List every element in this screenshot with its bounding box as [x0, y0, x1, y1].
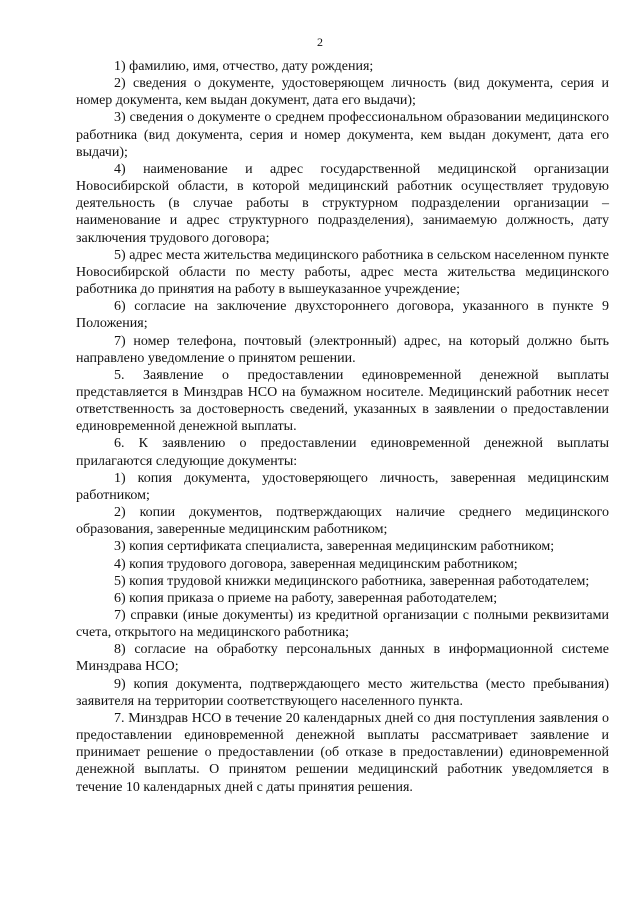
paragraph: 6. К заявлению о предоставлении единовременной денежной выплаты прилагаются следующие документы: — [76, 436, 609, 469]
paragraph: 5) копия трудовой книжки медицинского работника, заверенная работодателем; — [114, 573, 590, 589]
paragraph: 2) копии документов, подтверждающих наличие среднего медицинского образования, заверенные медицинским работником; — [76, 505, 609, 538]
paragraph: 3) копия сертификата специалиста, заверенная медицинским работником; — [114, 539, 555, 555]
paragraph: 9) копия документа, подтверждающего место жительства (место пребывания) заявителя на территории соответствующего населенного пункта. — [76, 676, 609, 709]
paragraph: 8) согласие на обработку персональных данных в информационной системе Минздрава НСО; — [76, 642, 609, 675]
page-number: 2 — [317, 35, 323, 49]
document-body — [76, 58, 609, 796]
paragraph: 7. Минздрав НСО в течение 20 календарных дней со дня поступления заявления о предоставлении единовременной денежной выплаты рассматривает заявление и принимает решение о предоставлении (об отказе в предоставлении) единовременной денежной выплаты. О принятом решении медицинский работник уведомляется в течение 10 календарных дней с даты принятия решения. — [76, 710, 609, 795]
paragraph: 1) копия документа, удостоверяющего личность, заверенная медицинским работником; — [76, 470, 609, 503]
paragraph: 7) справки (иные документы) из кредитной организации с полными реквизитами счета, открытого на медицинского работника; — [76, 608, 609, 641]
paragraph: 6) копия приказа о приеме на работу, заверенная работодателем; — [114, 590, 498, 606]
paragraph: 2) сведения о документе, удостоверяющем личность (вид документа, серия и номер документа, кем выдан документ, дата его выдачи); — [76, 76, 609, 109]
paragraph: 4) копия трудового договора, заверенная медицинским работником; — [114, 556, 518, 572]
paragraph: 3) сведения о документе о среднем профессиональном образовании медицинского работника (вид документа, серия и номер документа, кем выдан документ, дата его выдачи); — [76, 110, 609, 160]
paragraph: 7) номер телефона, почтовый (электронный) адрес, на который должно быть направлено уведомление о принятом решении. — [76, 333, 609, 366]
paragraph: 4) наименование и адрес государственной медицинской организации Новосибирской области, в которой медицинский работник осуществляет трудовую деятельность (в случае работы в структурном подразделении организации – наименование и адрес структурного подразделения), занимаемую должность, дату заключения трудового договора; — [76, 161, 609, 246]
paragraph: 5. Заявление о предоставлении единовременной денежной выплаты представляется в Минздрав НСО на бумажном носителе. Медицинский работник несет ответственность за достоверность сведений, указанных в заявлении о предоставлении единовременной денежной выплаты. — [76, 367, 609, 435]
paragraph: 1) фамилию, имя, отчество, дату рождения; — [114, 59, 374, 74]
paragraph: 6) согласие на заключение двухстороннего договора, указанного в пункте 9 Положения; — [76, 299, 609, 332]
paragraph: 5) адрес места жительства медицинского работника в сельском населенном пункте Новосибирской области по месту работы, адрес места жительства медицинского работника до принятия на работу в вышеуказанное учреждение; — [76, 247, 609, 298]
